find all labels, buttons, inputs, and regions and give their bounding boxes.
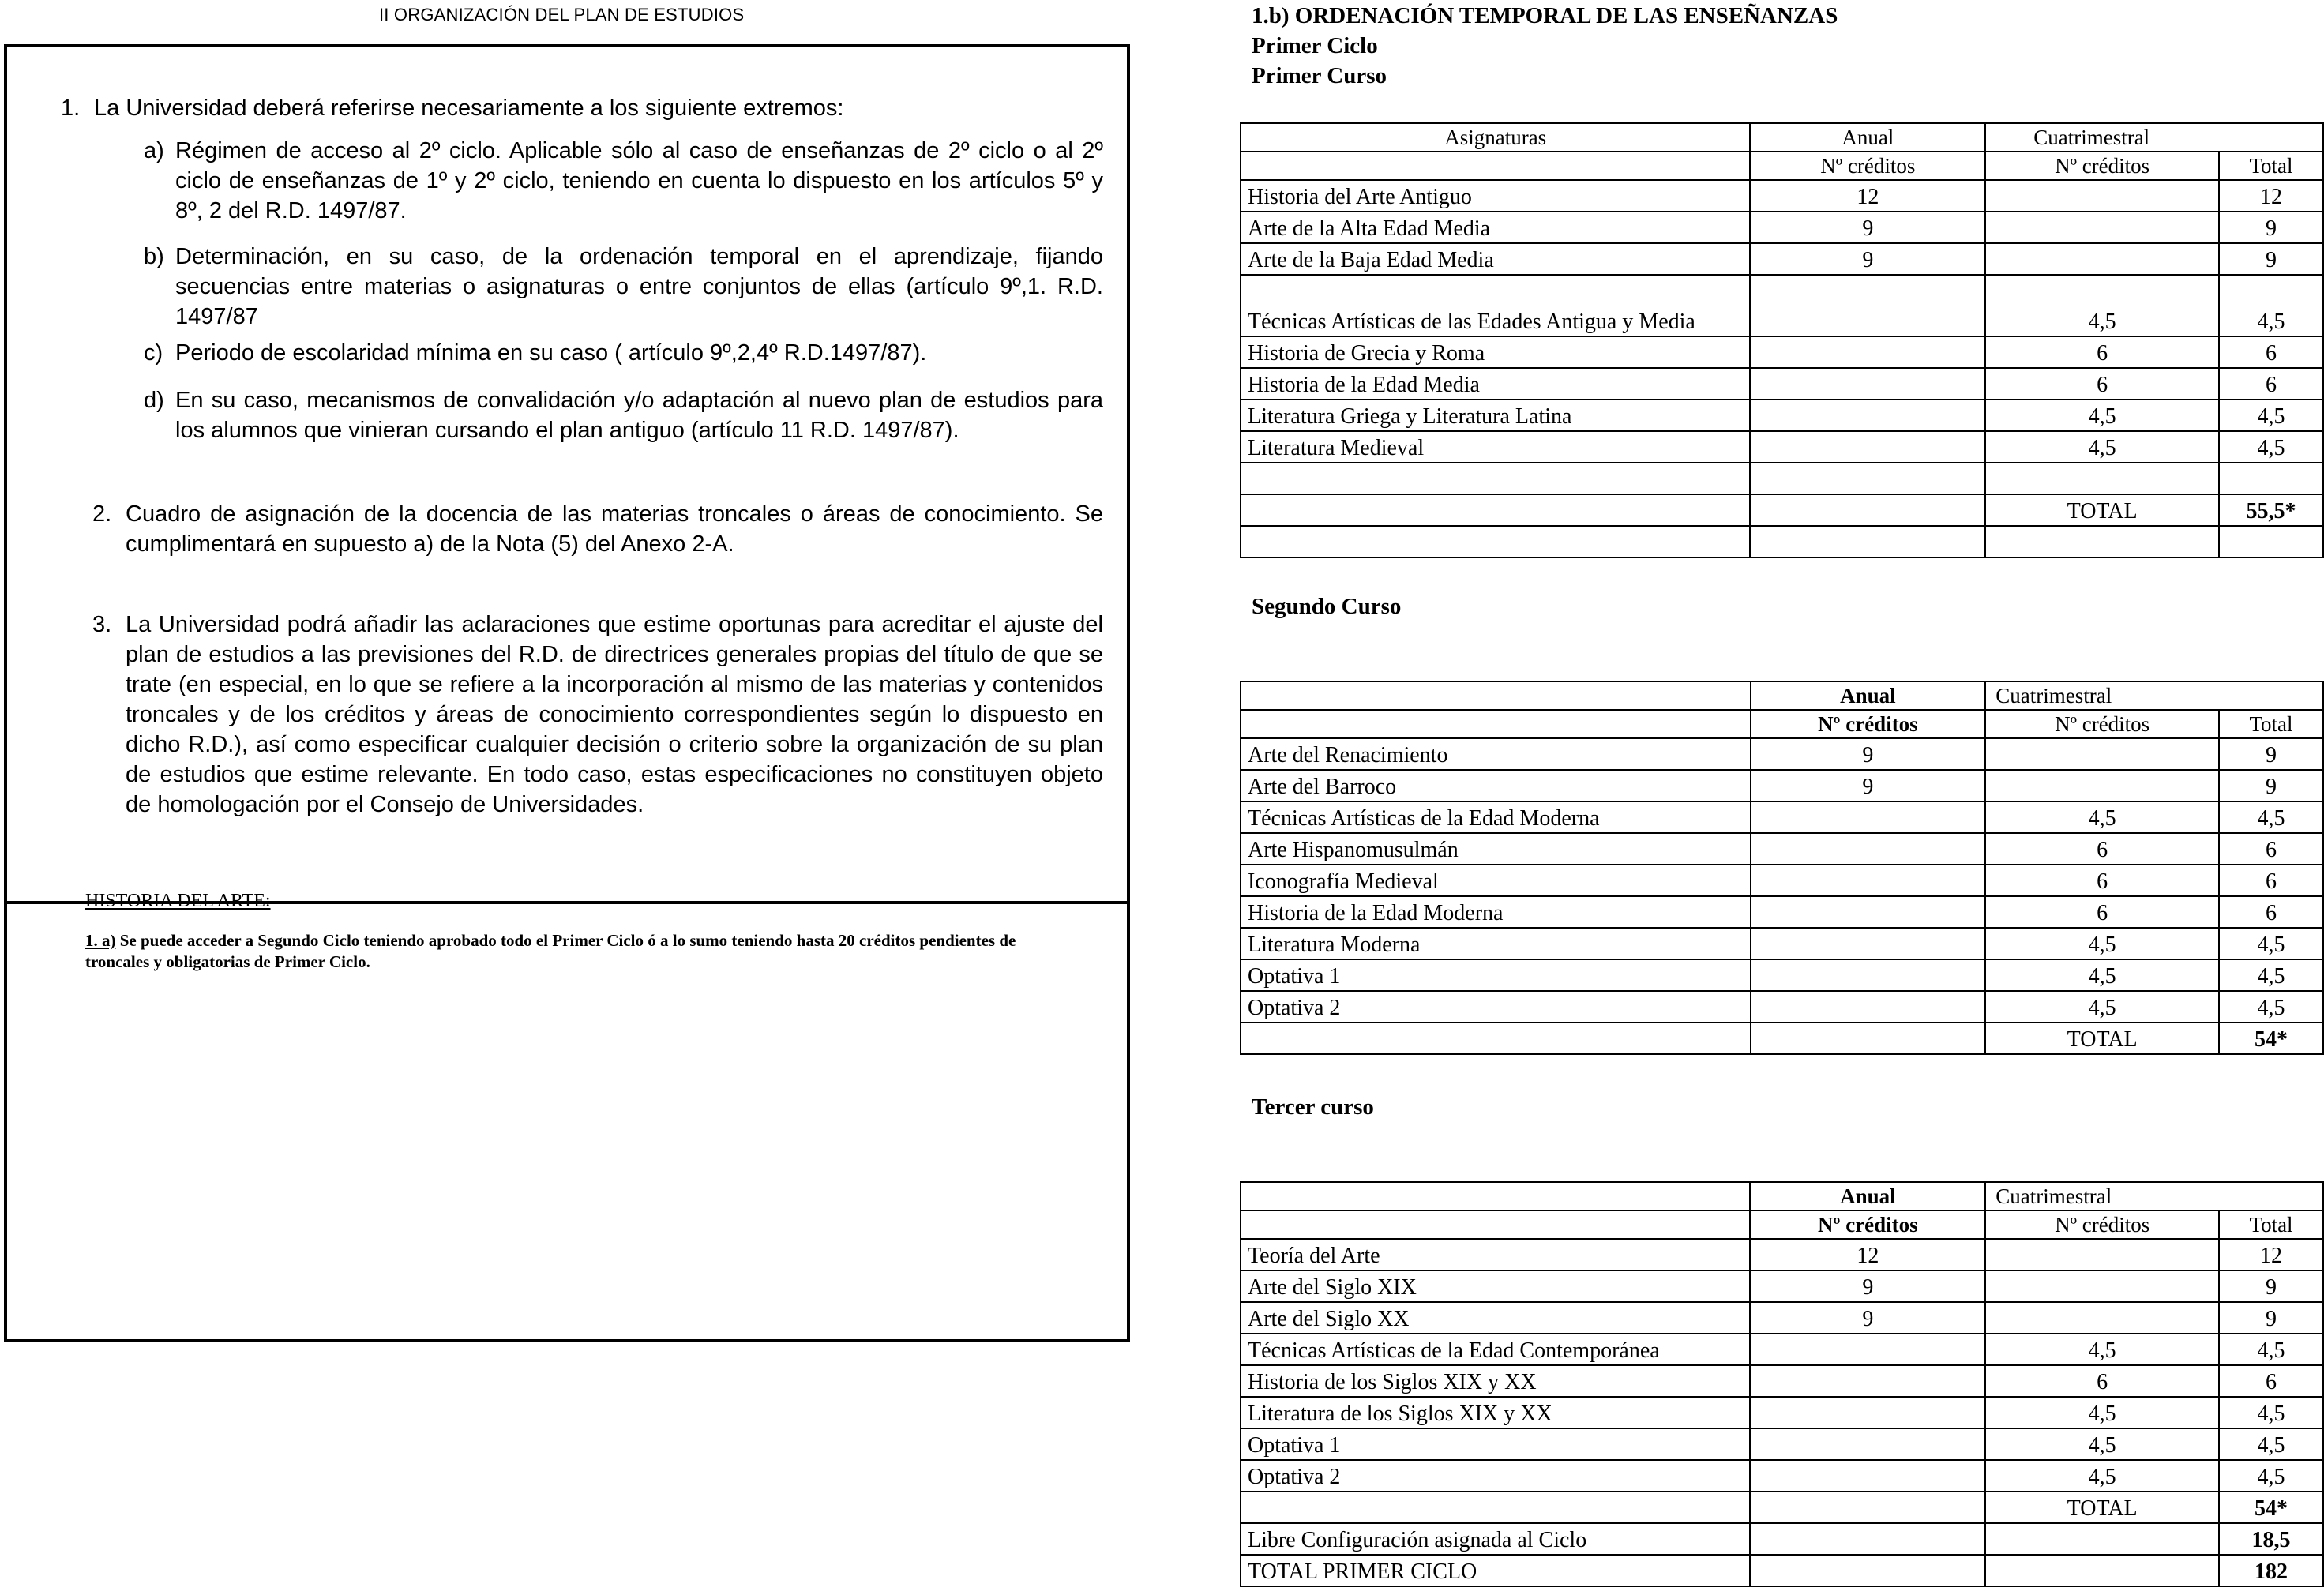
- subject-name: Historia del Arte Antiguo: [1241, 180, 1750, 212]
- total-credits: 4,5: [2219, 431, 2323, 463]
- cuatrimestral-credits: 4,5: [1985, 1428, 2219, 1460]
- item-2-number: 2.: [92, 501, 112, 527]
- item-3: [92, 610, 1103, 820]
- table-segundo-curso: [1240, 681, 2324, 1055]
- anual-credits: [1750, 368, 1985, 400]
- anual-credits: [1750, 1428, 1985, 1460]
- sub-a-label: a): [144, 138, 164, 163]
- total-credits: 4,5: [2219, 1460, 2323, 1492]
- sub-b-label: b): [144, 244, 164, 269]
- cuatrimestral-credits: 6: [1985, 336, 2219, 368]
- table-row: [1241, 180, 2323, 212]
- anual-credits: [1751, 833, 1986, 865]
- subject-name: Arte del Siglo XIX: [1241, 1270, 1750, 1302]
- total-credits: 12: [2219, 180, 2323, 212]
- anual-credits: 12: [1750, 180, 1985, 212]
- subject-name: Optativa 2: [1241, 1460, 1750, 1492]
- anual-credits: [1750, 431, 1985, 463]
- total-label: TOTAL: [1985, 494, 2219, 526]
- anual-credits: [1750, 1460, 1985, 1492]
- header-empty: [1241, 1210, 1750, 1239]
- table-row: [1241, 770, 2323, 801]
- cuatrimestral-credits: [1985, 212, 2219, 243]
- header-anual: Anual: [1751, 681, 1986, 710]
- item-1-sub-c: [144, 338, 1103, 368]
- subject-name: Técnicas Artísticas de la Edad Moderna: [1241, 801, 1751, 833]
- header-total: Total: [2219, 152, 2323, 180]
- libre-configuracion-row: [1241, 1523, 2323, 1555]
- total-ciclo-label: TOTAL PRIMER CICLO: [1241, 1555, 1750, 1586]
- cuatrimestral-credits: [1985, 180, 2219, 212]
- total-label: TOTAL: [1985, 1023, 2219, 1054]
- left-page-title: II ORGANIZACIÓN DEL PLAN DE ESTUDIOS: [379, 5, 745, 24]
- anual-credits: [1751, 959, 1986, 991]
- sub-d-text: En su caso, mecanismos de convalidación y/o adaptación al nuevo plan de estudios para los alumnos que vinieran cursando el plan antiguo (artículo 11 R.D. 1497/87).: [175, 388, 1103, 443]
- subject-name: Optativa 1: [1241, 1428, 1750, 1460]
- total-value: 54*: [2219, 1023, 2323, 1054]
- subject-name: Optativa 2: [1241, 991, 1751, 1023]
- subject-name: Teoría del Arte: [1241, 1239, 1750, 1270]
- subject-name: Arte Hispanomusulmán: [1241, 833, 1751, 865]
- anual-credits: 12: [1750, 1239, 1985, 1270]
- header-ncreditos-cuatri: Nº créditos: [1985, 152, 2219, 180]
- history-label: 1. a): [85, 931, 116, 950]
- cuatrimestral-credits: 4,5: [1985, 1334, 2219, 1365]
- anual-credits: [1750, 336, 1985, 368]
- table-row: [1241, 400, 2323, 431]
- table-row: [1241, 865, 2323, 896]
- table-row: [1241, 1397, 2323, 1428]
- libre-value: 18,5: [2219, 1523, 2323, 1555]
- table-row: [1241, 243, 2323, 275]
- subject-name: Arte de la Alta Edad Media: [1241, 212, 1750, 243]
- table-row: [1241, 275, 2323, 336]
- cuatrimestral-credits: 6: [1985, 896, 2219, 928]
- table-row: [1241, 1460, 2323, 1492]
- table-row: [1241, 833, 2323, 865]
- total-credits: 4,5: [2219, 928, 2323, 959]
- table-tercer-curso: [1240, 1181, 2324, 1587]
- total-label: TOTAL: [1985, 1492, 2219, 1523]
- cuatrimestral-credits: 4,5: [1985, 801, 2219, 833]
- sub-a-text: Régimen de acceso al 2º ciclo. Aplicable sólo al caso de enseñanzas de 2º ciclo o al 2º ciclo de enseñanzas de 1º y 2º ciclo, teniendo en cuenta lo dispuesto en los artículos 5º y 8º, 2 del R.D. 1497/87.: [175, 138, 1103, 223]
- total-credits: 4,5: [2219, 1428, 2323, 1460]
- sub-b-text: Determinación, en su caso, de la ordenación temporal en el aprendizaje, fijando secuencias entre materias o asignaturas o entre conjuntos de ellas (artículo 9º,1. R.D. 1497/87: [175, 244, 1103, 329]
- table-row: [1241, 1334, 2323, 1365]
- item-1: [61, 93, 1081, 123]
- anual-credits: [1751, 865, 1986, 896]
- total-credits: 6: [2219, 336, 2323, 368]
- header-cuatrimestral: Cuatrimestral: [1985, 1182, 2323, 1210]
- total-credits: 6: [2219, 865, 2323, 896]
- cuatrimestral-credits: 4,5: [1985, 431, 2219, 463]
- table-row: [1241, 1365, 2323, 1397]
- anual-credits: [1751, 896, 1986, 928]
- curso1-heading: Primer Curso: [1252, 63, 1387, 88]
- history-title: HISTORIA DEL ARTE:: [85, 891, 271, 911]
- anual-credits: 9: [1750, 1270, 1985, 1302]
- anual-credits: [1750, 1365, 1985, 1397]
- subject-name: Literatura Moderna: [1241, 928, 1751, 959]
- header-ncreditos-anual: Nº créditos: [1750, 1210, 1985, 1239]
- header-total: Total: [2219, 1210, 2323, 1239]
- anual-credits: [1750, 275, 1985, 336]
- cuatrimestral-credits: 4,5: [1985, 400, 2219, 431]
- item-1-sub-b: [144, 242, 1103, 332]
- cuatrimestral-credits: [1985, 243, 2219, 275]
- header-empty: [1241, 1182, 1750, 1210]
- table-row: [1241, 959, 2323, 991]
- subject-name: Literatura de los Siglos XIX y XX: [1241, 1397, 1750, 1428]
- total-value: 54*: [2219, 1492, 2323, 1523]
- subject-name: Técnicas Artísticas de la Edad Contemporánea: [1241, 1334, 1750, 1365]
- cuatrimestral-credits: 4,5: [1985, 1397, 2219, 1428]
- cuatrimestral-credits: [1985, 1239, 2219, 1270]
- total-credits: 4,5: [2219, 991, 2323, 1023]
- anual-credits: 9: [1751, 770, 1986, 801]
- total-credits: 4,5: [2219, 400, 2323, 431]
- subject-name: Historia de la Edad Moderna: [1241, 896, 1751, 928]
- header-empty: [1241, 681, 1751, 710]
- table-total-row: [1241, 494, 2323, 526]
- cuatrimestral-credits: [1985, 770, 2219, 801]
- subject-name: Arte del Renacimiento: [1241, 738, 1751, 770]
- total-credits: 9: [2219, 212, 2323, 243]
- table-row: [1241, 738, 2323, 770]
- item-1-sub-d: [144, 385, 1103, 445]
- table-row: [1241, 1302, 2323, 1334]
- total-credits: 9: [2219, 1270, 2323, 1302]
- sub-d-label: d): [144, 388, 164, 413]
- header-total: Total: [2219, 710, 2323, 738]
- total-credits: 6: [2219, 833, 2323, 865]
- cuatrimestral-credits: 4,5: [1985, 275, 2219, 336]
- table-total-row: [1241, 1023, 2323, 1054]
- header-anual: Anual: [1750, 1182, 1985, 1210]
- cuatrimestral-credits: 4,5: [1985, 1460, 2219, 1492]
- subject-name: Técnicas Artísticas de las Edades Antigua y Media: [1241, 275, 1750, 336]
- table-row: [1241, 526, 2323, 557]
- header-ncreditos-cuatri: Nº créditos: [1985, 1210, 2219, 1239]
- header-empty: [1241, 152, 1750, 180]
- total-credits: 4,5: [2219, 959, 2323, 991]
- item-3-text: La Universidad podrá añadir las aclaraciones que estime oportunas para acreditar el ajuste del plan de estudios a las previsiones del R.D. de directrices generales propias del título de que se trate (en especial, en lo que se refiere a la incorporación al mismo de las materias y contenidos troncales y de los créditos y áreas de conocimiento correspondientes según lo dispuesto en dicho R.D.), así como especificar cualquier decisión o criterio sobre la organización de su plan de estudios que estime relevante. En todo caso, estas especificaciones no constituyen objeto de homologación por el Consejo de Universidades.: [126, 612, 1103, 817]
- anual-credits: [1750, 1397, 1985, 1428]
- libre-label: Libre Configuración asignada al Ciclo: [1241, 1523, 1750, 1555]
- subject-name: Historia de Grecia y Roma: [1241, 336, 1750, 368]
- anual-credits: 9: [1750, 212, 1985, 243]
- total-credits: 12: [2219, 1239, 2323, 1270]
- subject-name: Literatura Medieval: [1241, 431, 1750, 463]
- subject-name: Arte del Barroco: [1241, 770, 1751, 801]
- header-cuatrimestral: Cuatrimestral: [1985, 123, 2323, 152]
- anual-credits: [1751, 991, 1986, 1023]
- total-credits: 4,5: [2219, 1334, 2323, 1365]
- anual-credits: [1750, 1334, 1985, 1365]
- cuatrimestral-credits: 6: [1985, 865, 2219, 896]
- sub-c-text: Periodo de escolaridad mínima en su caso ( artículo 9º,2,4º R.D.1497/87).: [175, 340, 927, 366]
- curso2-heading: Segundo Curso: [1252, 594, 1402, 619]
- table-row: [1241, 1239, 2323, 1270]
- table-row: [1241, 336, 2323, 368]
- subject-name: Arte del Siglo XX: [1241, 1302, 1750, 1334]
- total-credits: 6: [2219, 896, 2323, 928]
- total-credits: 4,5: [2219, 1397, 2323, 1428]
- cuatrimestral-credits: 6: [1985, 1365, 2219, 1397]
- total-credits: 9: [2219, 738, 2323, 770]
- anual-credits: [1751, 928, 1986, 959]
- item-2-text: Cuadro de asignación de la docencia de las materias troncales o áreas de conocimiento. Se cumplimentará en supuesto a) de la Nota (5) del Anexo 2-A.: [126, 501, 1103, 557]
- total-ciclo-row: [1241, 1555, 2323, 1586]
- instructions-section: [7, 47, 1127, 904]
- total-credits: 4,5: [2219, 801, 2323, 833]
- cuatrimestral-credits: [1985, 1270, 2219, 1302]
- item-2: [92, 499, 1103, 559]
- table-row: [1241, 212, 2323, 243]
- table-row: [1241, 1270, 2323, 1302]
- item-1-sub-a: [144, 136, 1103, 226]
- subject-name: Arte de la Baja Edad Media: [1241, 243, 1750, 275]
- section-heading: 1.b) ORDENACIÓN TEMPORAL DE LAS ENSEÑANZAS: [1252, 3, 1838, 28]
- subject-name: Optativa 1: [1241, 959, 1751, 991]
- total-credits: 9: [2219, 770, 2323, 801]
- header-ncreditos-anual: Nº créditos: [1750, 152, 1985, 180]
- item-1-text: La Universidad deberá referirse necesariamente a los siguiente extremos:: [94, 96, 844, 121]
- total-credits: 6: [2219, 1365, 2323, 1397]
- subject-name: Historia de la Edad Media: [1241, 368, 1750, 400]
- total-credits: 9: [2219, 243, 2323, 275]
- cuatrimestral-credits: 4,5: [1985, 959, 2219, 991]
- table-total-row: [1241, 1492, 2323, 1523]
- anual-credits: [1750, 400, 1985, 431]
- total-credits: 9: [2219, 1302, 2323, 1334]
- table-row: [1241, 463, 2323, 494]
- anual-credits: 9: [1750, 1302, 1985, 1334]
- header-asignaturas: Asignaturas: [1241, 123, 1750, 152]
- total-ciclo-value: 182: [2219, 1555, 2323, 1586]
- anual-credits: 9: [1750, 243, 1985, 275]
- cuatrimestral-credits: 4,5: [1985, 928, 2219, 959]
- cuatrimestral-credits: 4,5: [1985, 991, 2219, 1023]
- curso3-heading: Tercer curso: [1252, 1094, 1374, 1120]
- item-1-number: 1.: [61, 96, 81, 121]
- anual-credits: 9: [1751, 738, 1986, 770]
- total-credits: 6: [2219, 368, 2323, 400]
- table-primer-curso: [1240, 122, 2324, 558]
- cuatrimestral-credits: [1985, 738, 2219, 770]
- history-body: Se puede acceder a Segundo Ciclo teniendo aprobado todo el Primer Ciclo ó a lo sumo teniendo hasta 20 créditos pendientes de troncales y obligatorias de Primer Ciclo.: [85, 931, 1016, 971]
- subject-name: Historia de los Siglos XIX y XX: [1241, 1365, 1750, 1397]
- table-row: [1241, 928, 2323, 959]
- organization-box: [4, 44, 1130, 1342]
- cuatrimestral-credits: 6: [1985, 368, 2219, 400]
- header-empty: [1241, 710, 1751, 738]
- subject-name: Literatura Griega y Literatura Latina: [1241, 400, 1750, 431]
- total-credits: 4,5: [2219, 275, 2323, 336]
- header-ncreditos-anual: Nº créditos: [1751, 710, 1986, 738]
- table-row: [1241, 801, 2323, 833]
- item-3-number: 3.: [92, 612, 112, 637]
- table-row: [1241, 991, 2323, 1023]
- header-ncreditos-cuatri: Nº créditos: [1985, 710, 2219, 738]
- header-anual: Anual: [1750, 123, 1985, 152]
- subject-name: Iconografía Medieval: [1241, 865, 1751, 896]
- history-text: [85, 930, 1057, 973]
- table-row: [1241, 1428, 2323, 1460]
- table-row: [1241, 368, 2323, 400]
- table-row: [1241, 896, 2323, 928]
- cuatrimestral-credits: 6: [1985, 833, 2219, 865]
- table-row: [1241, 431, 2323, 463]
- cuatrimestral-credits: [1985, 1302, 2219, 1334]
- total-value: 55,5*: [2219, 494, 2323, 526]
- ciclo-heading: Primer Ciclo: [1252, 33, 1378, 58]
- sub-c-label: c): [144, 340, 163, 366]
- header-cuatrimestral: Cuatrimestral: [1985, 681, 2323, 710]
- anual-credits: [1751, 801, 1986, 833]
